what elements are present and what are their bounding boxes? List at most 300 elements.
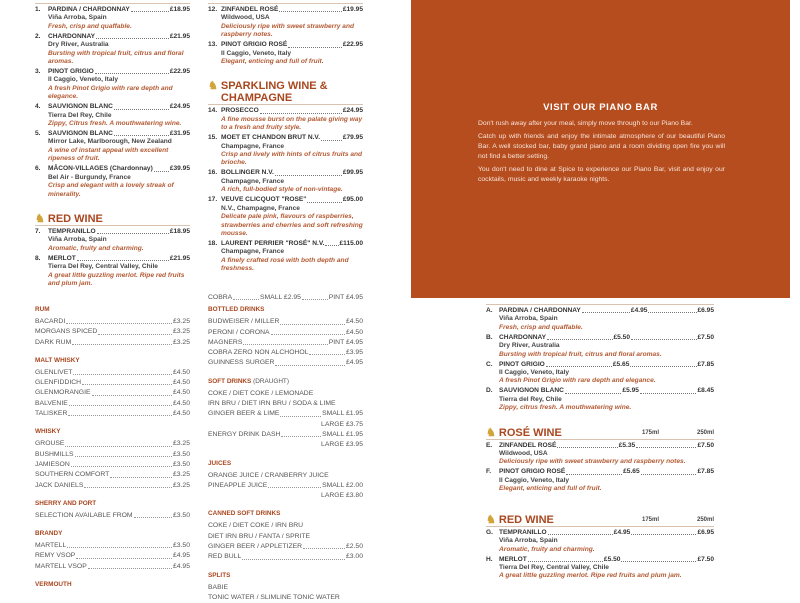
drink-row: [35, 327, 190, 337]
item-line: [48, 103, 190, 111]
drink-price: LARGE £3.95: [321, 441, 363, 449]
item-region: Dry River, Australia: [48, 41, 109, 49]
item-body: [499, 307, 714, 332]
item-description: Fresh, crisp and quaffable.: [48, 22, 132, 30]
glass-rose-heading: [486, 427, 714, 439]
item-region: Il Caggio, Veneto, Italy: [48, 76, 118, 84]
item-price: £31.95: [169, 130, 190, 138]
drink-price: SMALL £2.00: [322, 481, 363, 489]
leader-dots: [582, 307, 630, 313]
leader-dots: [243, 338, 327, 345]
item-name: PARDINA / CHARDONNAY: [48, 6, 130, 13]
drink-name: BUSHMILLS: [35, 450, 74, 458]
wine-item: [208, 196, 363, 238]
item-line: [221, 6, 363, 14]
drink-price: £3.50: [172, 460, 190, 468]
item-price: £24.95: [169, 103, 190, 111]
drink-price: £3.00: [345, 553, 363, 561]
drink-row: [208, 532, 363, 542]
leader-dots: [110, 470, 172, 477]
drink-price: £3.95: [345, 349, 363, 357]
item-region: Wildwood, USA: [499, 450, 548, 458]
section-title: SHERRY AND PORT: [35, 499, 97, 507]
leader-dots: [75, 450, 172, 457]
item-price: £21.95: [169, 32, 190, 40]
text: RED WINE: [498, 513, 554, 526]
item-body: [48, 255, 190, 289]
item-number: 5.: [35, 130, 41, 138]
text: ROSÉ WINE: [498, 426, 562, 439]
drink-row: [35, 409, 190, 419]
white-wine-column: [35, 3, 190, 290]
item-number: 1.: [35, 6, 41, 13]
section-title: CANNED SOFT DRINKS: [208, 510, 281, 518]
drink-name: BUDWEISER / MILLER: [208, 318, 280, 326]
piano-bar-title: VISIT OUR PIANO BAR: [543, 102, 658, 113]
piano-bar-text: Don't rush away after your meal, simply move through to our Piano Bar.: [478, 120, 693, 127]
drink-price: £2.50: [345, 543, 363, 551]
item-name: PINOT GRIGIO ROSÉ: [499, 468, 566, 476]
item-name: TEMPRANILLO: [48, 227, 96, 235]
item-body: [499, 468, 714, 493]
drink-name: MAGNERS: [208, 338, 243, 346]
drink-row: [35, 562, 190, 572]
section-title: BOTTLED DRINKS: [208, 306, 265, 314]
drink-price: £3.50: [172, 511, 190, 519]
drink-price: £4.50: [345, 328, 363, 336]
price-175ml: £5.50: [613, 333, 631, 341]
wine-item: [486, 442, 714, 467]
leader-dots: [92, 388, 172, 395]
drink-row: [35, 551, 190, 561]
drink-price: PINT £4.95: [328, 338, 363, 346]
item-description: Bursting with tropical fruit, citrus and floral aromas.: [499, 350, 662, 358]
drink-row: [35, 470, 190, 480]
item-description: A great little guzzling merlot. Ripe red fruits and plum jam.: [499, 572, 682, 580]
drink-row: [208, 481, 363, 491]
item-name: CHARDONNAY: [48, 32, 96, 40]
leader-dots: [76, 551, 172, 558]
item-number: B.: [486, 333, 493, 341]
drink-name: COKE / DIET COKE / LEMONADE: [208, 389, 314, 397]
item-region: Viña Arroba, Spain: [499, 537, 558, 545]
leader-dots: [73, 368, 172, 375]
drink-name: PINEAPPLE JUICE: [208, 481, 268, 489]
leader-dots: [548, 529, 613, 535]
item-name: LAURENT PERRIER "ROSÉ" N.V.: [221, 239, 325, 247]
section-heading: [35, 581, 190, 589]
price-175ml: £5.65: [612, 360, 630, 368]
wine-item: [35, 130, 190, 164]
price-175ml: £4.95: [613, 528, 631, 536]
section-heading: [208, 378, 363, 386]
rose-sparkling-column: [208, 3, 363, 275]
drink-row: [35, 388, 190, 398]
drink-row: [208, 583, 363, 593]
drink-name: COKE / DIET COKE / IRN BRU: [208, 522, 304, 530]
leader-dots: [546, 361, 612, 367]
leader-dots: [71, 460, 172, 467]
spirits-column: [35, 306, 190, 592]
item-region: Dry River, Australia: [499, 342, 560, 350]
item-name: VEUVE CLICQUOT "ROSE": [221, 196, 307, 204]
red-wine-heading: [35, 213, 190, 225]
item-number: H.: [486, 555, 493, 563]
section-heading: [35, 357, 190, 365]
item-body: [221, 41, 363, 66]
item-body: [48, 165, 190, 199]
price-175ml: £5.35: [618, 441, 636, 449]
wine-item: [208, 41, 363, 66]
item-description: Zippy, citrus fresh. A mouthwatering wine.: [499, 404, 632, 412]
leader-dots: [279, 6, 341, 12]
drink-price: SMALL £1.95: [322, 430, 363, 438]
item-line: [48, 165, 190, 173]
item-description: Delicate pale pink, flavours of raspberries, strawberries and cherries and soft refreshing mousse.: [221, 213, 363, 237]
item-line: [221, 169, 363, 177]
item-price: £19.95: [342, 6, 363, 13]
leader-dots: [636, 442, 696, 448]
item-description: Crisp and elegant with a lovely streak of minerality.: [48, 182, 174, 198]
leader-dots: [288, 41, 342, 47]
item-body: [221, 6, 363, 40]
drink-row: [208, 471, 363, 481]
item-line: [48, 130, 190, 138]
drink-row: [208, 338, 363, 348]
piano-bar-text: You don't need to dine at Spice to experience our Piano Bar, visit and enjoy our cocktails, music and weekly karaoke nights.: [478, 166, 725, 183]
wine-item: [486, 307, 714, 332]
item-number: E.: [486, 441, 493, 449]
item-price: £22.95: [342, 41, 363, 49]
section-title: RUM: [35, 306, 50, 313]
item-line: [221, 240, 363, 248]
item-region: Viña Arroba, Spain: [499, 315, 558, 323]
price-250ml: £6.95: [697, 528, 714, 536]
item-number: 15.: [208, 134, 218, 142]
leader-dots: [84, 481, 172, 488]
item-description: A rich, full-bodied style of non-vintage.: [221, 186, 343, 194]
item-line: [499, 307, 714, 315]
wine-by-glass-column: [486, 304, 714, 582]
leader-dots: [114, 130, 169, 136]
piano-bar-panel: [411, 0, 790, 298]
soft-drinks-column: [208, 293, 363, 603]
item-number: 7.: [35, 227, 41, 235]
item-region: Il Caggio, Veneto, Italy: [499, 369, 569, 377]
drink-name: BACARDI: [35, 318, 66, 325]
leader-dots: [88, 562, 172, 569]
item-name: CHARDONNAY: [499, 333, 547, 341]
wine-glass-icon: ♞: [486, 513, 496, 526]
item-name: PINOT GRIGIO ROSÉ: [221, 41, 288, 49]
drink-name: JACK DANIELS: [35, 481, 84, 489]
drink-price: £4.50: [172, 368, 190, 376]
item-region: Il Caggio, Veneto, Italy: [499, 476, 569, 484]
drink-name: ENERGY DRINK DASH: [208, 430, 281, 438]
item-region: Viña Arroba, Spain: [48, 14, 107, 22]
price-250ml: £7.50: [697, 441, 714, 449]
drink-price: £3.25: [172, 481, 190, 489]
item-name: SAUVIGNON BLANC: [48, 103, 113, 111]
item-name: PINOT GRIGIO: [48, 68, 94, 76]
item-region: Il Caggio, Veneto, Italy: [221, 49, 291, 57]
item-name: PARDINA / CHARDONNAY: [499, 307, 581, 314]
section-heading: [35, 530, 190, 538]
item-name: PINOT GRIGIO: [499, 360, 545, 368]
leader-dots: [648, 307, 696, 313]
item-description: Aromatic, fruity and charming.: [48, 244, 144, 252]
leader-dots: [66, 317, 172, 324]
item-number: F.: [486, 468, 492, 476]
item-price: £18.95: [169, 6, 190, 13]
item-description: A great little guzzling merlot. Ripe red fruits and plum jam.: [48, 271, 185, 287]
item-region: Champagne, France: [221, 248, 285, 256]
drink-price: £3.25: [172, 440, 190, 448]
drink-name: TONIC WATER / SLIMLINE TONIC WATER: [208, 593, 340, 601]
item-number: 8.: [35, 254, 41, 262]
drink-row: [35, 439, 190, 449]
drink-row: [35, 399, 190, 409]
leader-dots: [307, 196, 341, 202]
wine-glass-icon: ♞: [208, 80, 218, 93]
item-description: A wine of instant appeal with excellent ripeness of fruit.: [48, 146, 169, 163]
drink-row: [208, 552, 363, 562]
drink-name: GROUSE: [35, 440, 65, 448]
drink-row: [208, 420, 363, 430]
drink-row: [208, 593, 363, 603]
wine-item: [208, 107, 363, 132]
leader-dots: [72, 338, 172, 345]
item-region: Viña Arroba, Spain: [48, 236, 107, 244]
wine-item: [35, 255, 190, 289]
item-line: [499, 556, 714, 564]
item-number: G.: [486, 528, 493, 536]
wine-item: [208, 134, 363, 168]
leader-dots: [242, 552, 345, 559]
section-title: SPLITS: [208, 571, 231, 579]
drink-price: £4.50: [172, 410, 190, 418]
drink-price: £3.50: [172, 542, 190, 550]
leader-dots: [557, 442, 617, 448]
section-title: BRANDY: [35, 530, 63, 538]
item-number: 6.: [35, 165, 41, 173]
leader-dots: [309, 348, 345, 355]
leader-dots: [95, 68, 169, 74]
drink-price: £3.25: [172, 471, 190, 479]
item-description: Aromatic, fruity and charming.: [499, 545, 595, 553]
item-line: [48, 68, 190, 76]
item-number: 3.: [35, 68, 41, 76]
item-body: [499, 556, 714, 581]
drink-row: [35, 378, 190, 388]
item-number: D.: [486, 387, 493, 395]
item-region: Champagne, France: [221, 142, 285, 150]
wine-item: [35, 33, 190, 67]
leader-dots: [154, 165, 169, 171]
price-250ml: £7.85: [697, 360, 715, 368]
text: PINT £4.95: [328, 294, 363, 301]
item-line: [221, 196, 363, 204]
drink-name: SOUTHERN COMFORT: [35, 471, 110, 479]
drink-price: LARGE £3.80: [321, 492, 363, 500]
item-body: [499, 442, 714, 467]
item-body: [499, 529, 714, 554]
drink-name: MORGANS SPICED: [35, 328, 98, 336]
drink-row: [35, 317, 190, 327]
drink-name: SELECTION AVAILABLE FROM: [35, 511, 133, 519]
item-body: [221, 134, 363, 168]
item-line: [499, 361, 714, 369]
leader-dots: [281, 430, 321, 437]
drink-price: £3.25: [172, 318, 190, 325]
wine-item: [35, 228, 190, 253]
drink-name: GINGER BEER / APPLETIZER: [208, 543, 303, 551]
drink-row: [208, 491, 363, 501]
wine-glass-icon: ♞: [486, 426, 496, 439]
item-name: PROSECCO: [221, 107, 259, 115]
text: COBRA: [208, 294, 233, 301]
section-heading: [208, 572, 363, 580]
drink-name: DARK RUM: [35, 338, 72, 346]
item-number: 18.: [208, 239, 218, 247]
drink-name: GUINNESS SURGER: [208, 359, 275, 367]
drink-row: [35, 460, 190, 470]
leader-dots: [97, 228, 169, 234]
item-line: [221, 134, 363, 142]
drink-name: MARTELL VSOP: [35, 562, 87, 570]
drink-name: BABIE: [208, 583, 229, 591]
drink-name: TALISKER: [35, 410, 68, 418]
item-body: [221, 240, 363, 274]
drink-row: [208, 293, 363, 303]
item-body: [48, 103, 190, 128]
item-name: SAUVIGNON BLANC: [48, 130, 113, 138]
drink-price: LARGE £3.75: [321, 420, 363, 428]
section-title: MALT WHISKY: [35, 356, 80, 364]
item-number: 2.: [35, 32, 41, 40]
white-wine-list: [35, 6, 190, 199]
drink-name: MARTELL: [35, 542, 67, 550]
drink-row: [208, 358, 363, 368]
drink-price: £3.50: [172, 450, 190, 458]
item-number: 14.: [208, 107, 218, 115]
item-line: [499, 442, 714, 450]
section-note: (DRAUGHT): [253, 377, 289, 385]
leader-dots: [65, 439, 172, 446]
item-description: A fine mousse burst on the palate giving way to a fresh and fruity style.: [221, 115, 363, 132]
wine-item: [35, 165, 190, 199]
item-price: £95.00: [342, 196, 363, 204]
item-name: SAUVIGNON BLANC: [499, 387, 564, 395]
item-price: £24.95: [342, 107, 363, 115]
leader-dots: [68, 409, 172, 416]
glass-red-heading: [486, 514, 714, 526]
drink-name: JAMIESON: [35, 460, 70, 468]
leader-dots: [271, 328, 345, 335]
drink-row: [208, 521, 363, 531]
item-name: MOET ET CHANDON BRUT N.V.: [221, 134, 321, 142]
wine-item: [486, 529, 714, 554]
wine-item: [486, 387, 714, 412]
price-250ml: £7.50: [697, 333, 715, 341]
price-175ml: £4.95: [630, 307, 648, 314]
drink-name: DIET IRN BRU / FANTA / SPRITE: [208, 532, 311, 540]
drink-row: [35, 481, 190, 491]
item-description: A fresh Pinot Grigio with rare depth and elegance.: [499, 377, 656, 385]
item-description: Fresh, crisp and quaffable.: [499, 323, 583, 331]
sparkling-list: [208, 107, 363, 273]
drink-row: [208, 389, 363, 399]
item-name: BOLLINGER N.V.: [221, 169, 274, 177]
item-description: Deliciously ripe with sweet strawberry and raspberry notes.: [221, 22, 355, 39]
drink-name: BALVENIE: [35, 399, 68, 407]
item-region: Tierra Del Rey, Chile: [48, 111, 112, 119]
item-price: £79.95: [342, 134, 363, 142]
item-description: Zippy, Citrus fresh. A mouthwatering wine.: [48, 120, 182, 128]
item-number: 4.: [35, 103, 41, 111]
item-region: Tierra Del Rey, Central Valley, Chile: [48, 263, 158, 271]
leader-dots: [566, 468, 622, 474]
drink-name: RED BULL: [208, 553, 242, 561]
item-number: 17.: [208, 196, 218, 204]
leader-dots: [82, 378, 172, 385]
item-body: [48, 68, 190, 102]
item-description: Bursting with tropical fruit, citrus and floral aromas.: [48, 49, 184, 66]
section-title: JUICES: [208, 459, 232, 467]
item-name: MÂCON-VILLAGES (Chardonnay): [48, 165, 153, 173]
text: 250ml: [696, 516, 714, 523]
drink-name: IRN BRU / DIET IRN BRU / SODA & LIME: [208, 400, 336, 408]
leader-dots: [321, 134, 342, 140]
item-region: N.V., Champagne, France: [221, 204, 300, 212]
drink-price: £4.95: [345, 359, 363, 367]
item-line: [48, 6, 190, 14]
drink-row: [208, 440, 363, 450]
item-number: 12.: [208, 6, 218, 13]
item-price: £115.00: [339, 239, 363, 247]
drink-row: [208, 348, 363, 358]
leader-dots: [303, 542, 345, 549]
leader-dots: [565, 387, 622, 393]
wine-item: [208, 240, 363, 274]
section-title: SOFT DRINKS: [208, 377, 252, 385]
leader-dots: [131, 6, 169, 12]
item-description: Elegant, enticing and full of fruit.: [221, 58, 324, 66]
leader-dots: [621, 556, 696, 562]
item-price: £22.95: [169, 68, 190, 76]
item-description: Elegant, enticing and full of fruit.: [499, 485, 602, 493]
leader-dots: [547, 334, 612, 340]
item-price: £39.95: [169, 165, 190, 173]
price-175ml: £5.65: [623, 468, 640, 476]
drink-name: GLENFIDDICH: [35, 379, 82, 387]
item-body: [48, 130, 190, 164]
drink-price: £4.95: [172, 562, 190, 570]
leader-dots: [528, 556, 603, 562]
text: SPARKLING WINE & CHAMPAGNE: [220, 80, 328, 105]
leader-dots: [134, 511, 172, 518]
leader-dots: [631, 334, 696, 340]
text: SMALL £2.95: [259, 294, 301, 301]
item-region: Bel Air - Burgundy, France: [48, 173, 131, 181]
item-line: [48, 228, 190, 236]
drink-name: GLENLIVET: [35, 368, 73, 376]
item-description: Crisp and lively with hints of citrus fruits and brioche.: [221, 151, 363, 167]
item-body: [499, 334, 714, 359]
item-region: Wildwood, USA: [221, 14, 270, 22]
drink-price: £4.50: [345, 318, 363, 326]
section-heading: [35, 500, 190, 508]
